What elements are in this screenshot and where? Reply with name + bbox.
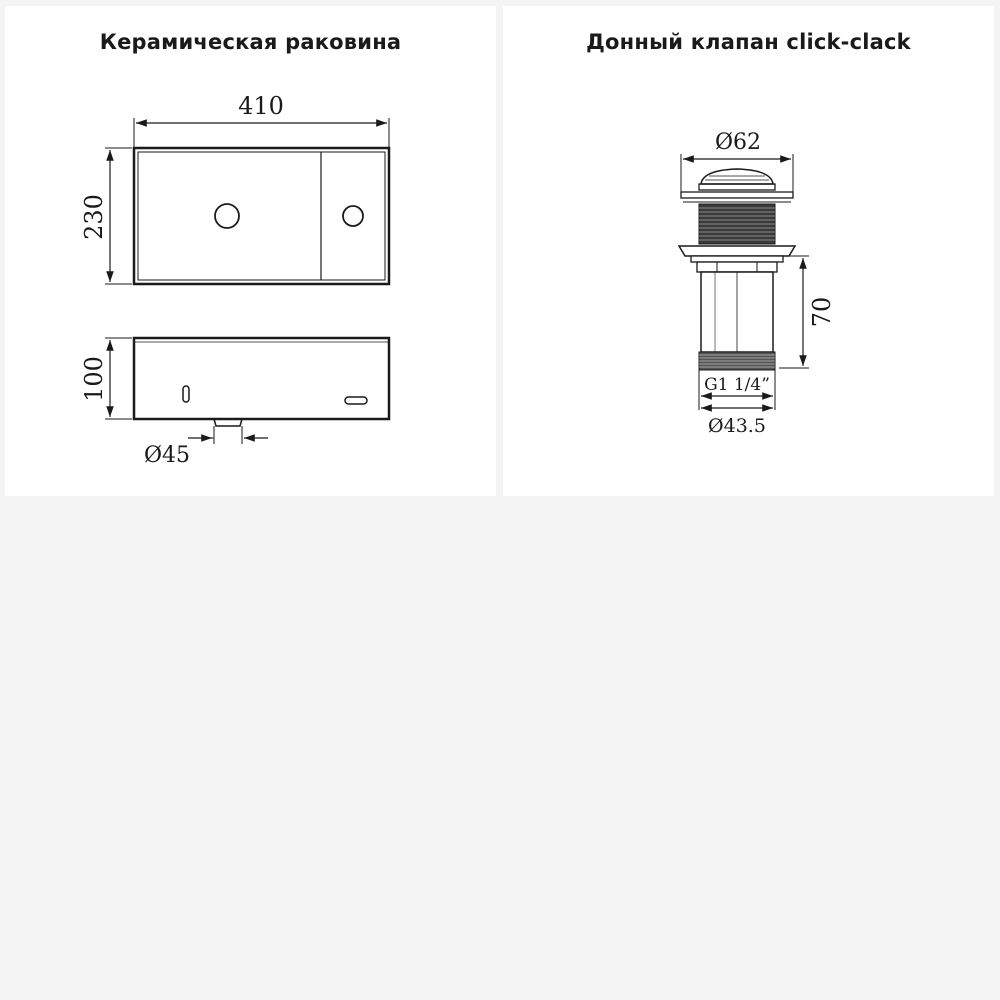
valve-panel-title: Донный клапан click-clack [586, 30, 911, 54]
valve-bottom-thread [699, 352, 775, 370]
empty-background [0, 500, 1000, 1000]
sink-top-view [134, 148, 389, 284]
sink-panel-title: Керамическая раковина [99, 30, 402, 54]
thread-dimension [699, 370, 775, 410]
overflow-slot-horizontal [345, 397, 367, 404]
valve-flange [679, 246, 795, 272]
top-diameter-dimension [681, 130, 793, 196]
valve-height-label: 70 [808, 296, 836, 328]
sink-drawing [5, 6, 496, 496]
bottom-diameter-dimension [701, 408, 773, 437]
height-label: 100 [80, 356, 108, 402]
height-dimension [80, 338, 132, 419]
drain-diameter-dimension [144, 426, 268, 468]
valve-threaded-body [699, 204, 775, 244]
valve-pipe [701, 272, 773, 352]
valve-cap [681, 169, 793, 202]
drain-hole [215, 204, 239, 228]
valve-panel [503, 6, 994, 496]
thread-label: G1 1/4” [704, 375, 770, 395]
top-diameter-label: Ø62 [714, 130, 762, 155]
depth-dimension [80, 148, 132, 284]
overflow-slot-vertical [183, 386, 189, 402]
width-dimension [134, 92, 389, 148]
width-label: 410 [238, 92, 284, 120]
valve-drawing [503, 6, 994, 496]
sink-front-view [134, 338, 389, 426]
bottom-diameter-label: Ø43.5 [708, 415, 766, 437]
depth-label: 230 [80, 194, 108, 240]
faucet-hole [343, 206, 363, 226]
valve-height-dimension [779, 256, 836, 368]
drain-diameter-label: Ø45 [143, 443, 191, 468]
sink-panel [5, 6, 496, 496]
